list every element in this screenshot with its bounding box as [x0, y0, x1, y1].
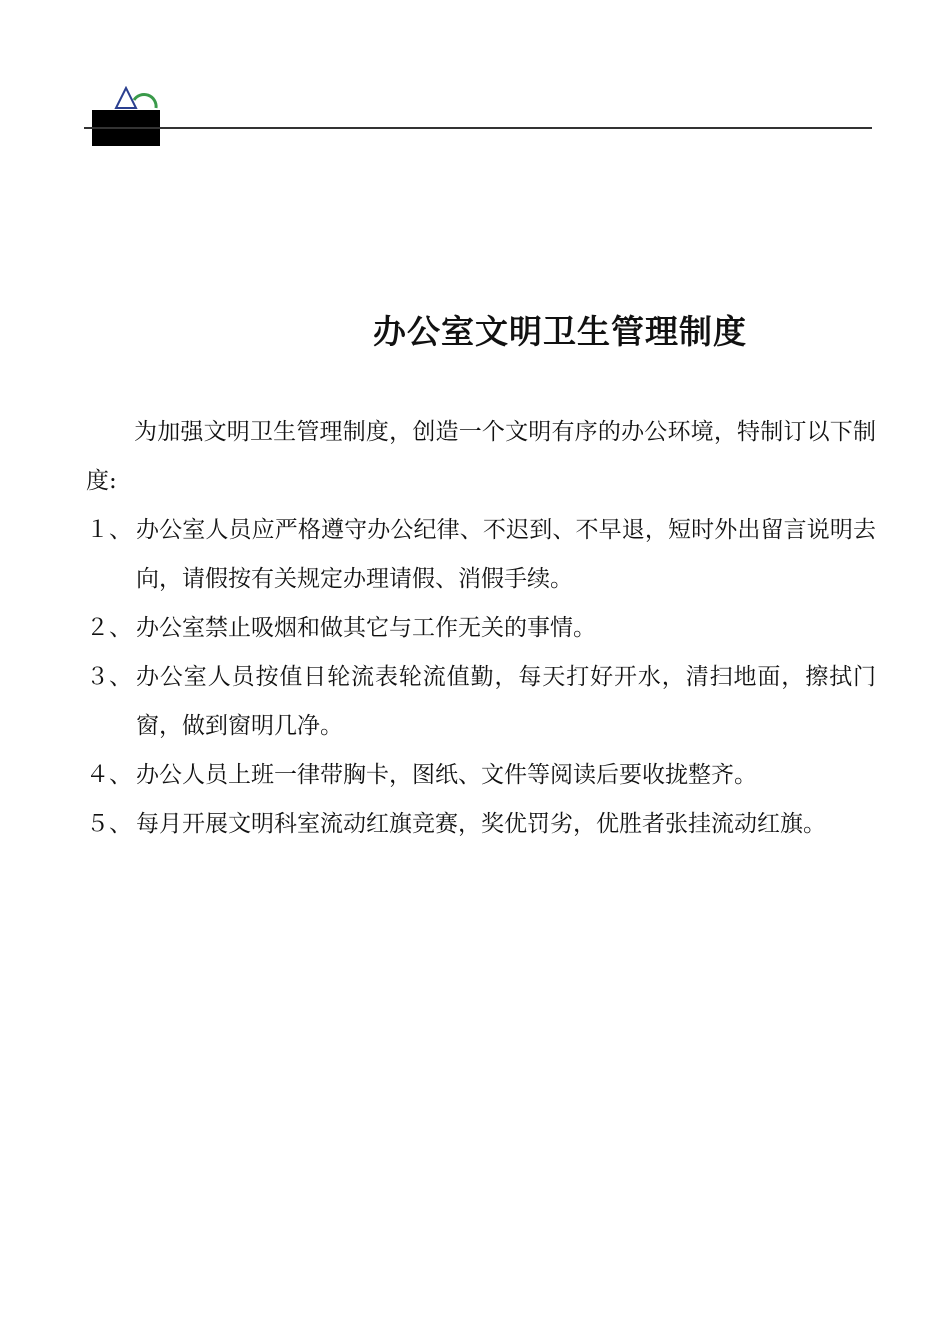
rule-number: ２、: [86, 615, 132, 641]
intro-paragraph: 为加强文明卫生管理制度，创造一个文明有序的办公环境，特制订以下制度:: [86, 419, 876, 494]
rule-text: 办公室人员应严格遵守办公纪律、不迟到、不早退，短时外出留言说明去向，请假按有关规定办理请假、消假手续。: [136, 517, 876, 592]
document-title: 办公室文明卫生管理制度: [373, 312, 747, 351]
rule-item-5: [86, 800, 876, 849]
rule-text: 办公人员上班一律带胸卡，图纸、文件等阅读后要收拢整齐。: [136, 762, 757, 788]
rule-item-2: [86, 604, 876, 653]
header-divider: [84, 127, 872, 129]
rule-number: ５、: [86, 811, 132, 837]
rule-number: ３、: [86, 664, 132, 690]
rule-number: ４、: [86, 762, 132, 788]
rule-text: 办公室人员按值日轮流表轮流值勤，每天打好开水，清扫地面，擦拭门窗，做到窗明几净。: [136, 664, 876, 739]
company-logo-icon: [84, 84, 164, 148]
rule-text: 每月开展文明科室流动红旗竞赛，奖优罚劣，优胜者张挂流动红旗。: [136, 811, 826, 837]
rule-number: １、: [86, 517, 132, 543]
logo-triangle-icon: [110, 86, 160, 116]
rule-item-1: [86, 506, 876, 604]
rule-item-3: [86, 653, 876, 751]
rules-list: [86, 506, 876, 849]
rule-item-4: [86, 751, 876, 800]
page-header: [84, 84, 874, 148]
document-body: [86, 408, 876, 849]
rule-text: 办公室禁止吸烟和做其它与工作无关的事情。: [136, 615, 596, 641]
